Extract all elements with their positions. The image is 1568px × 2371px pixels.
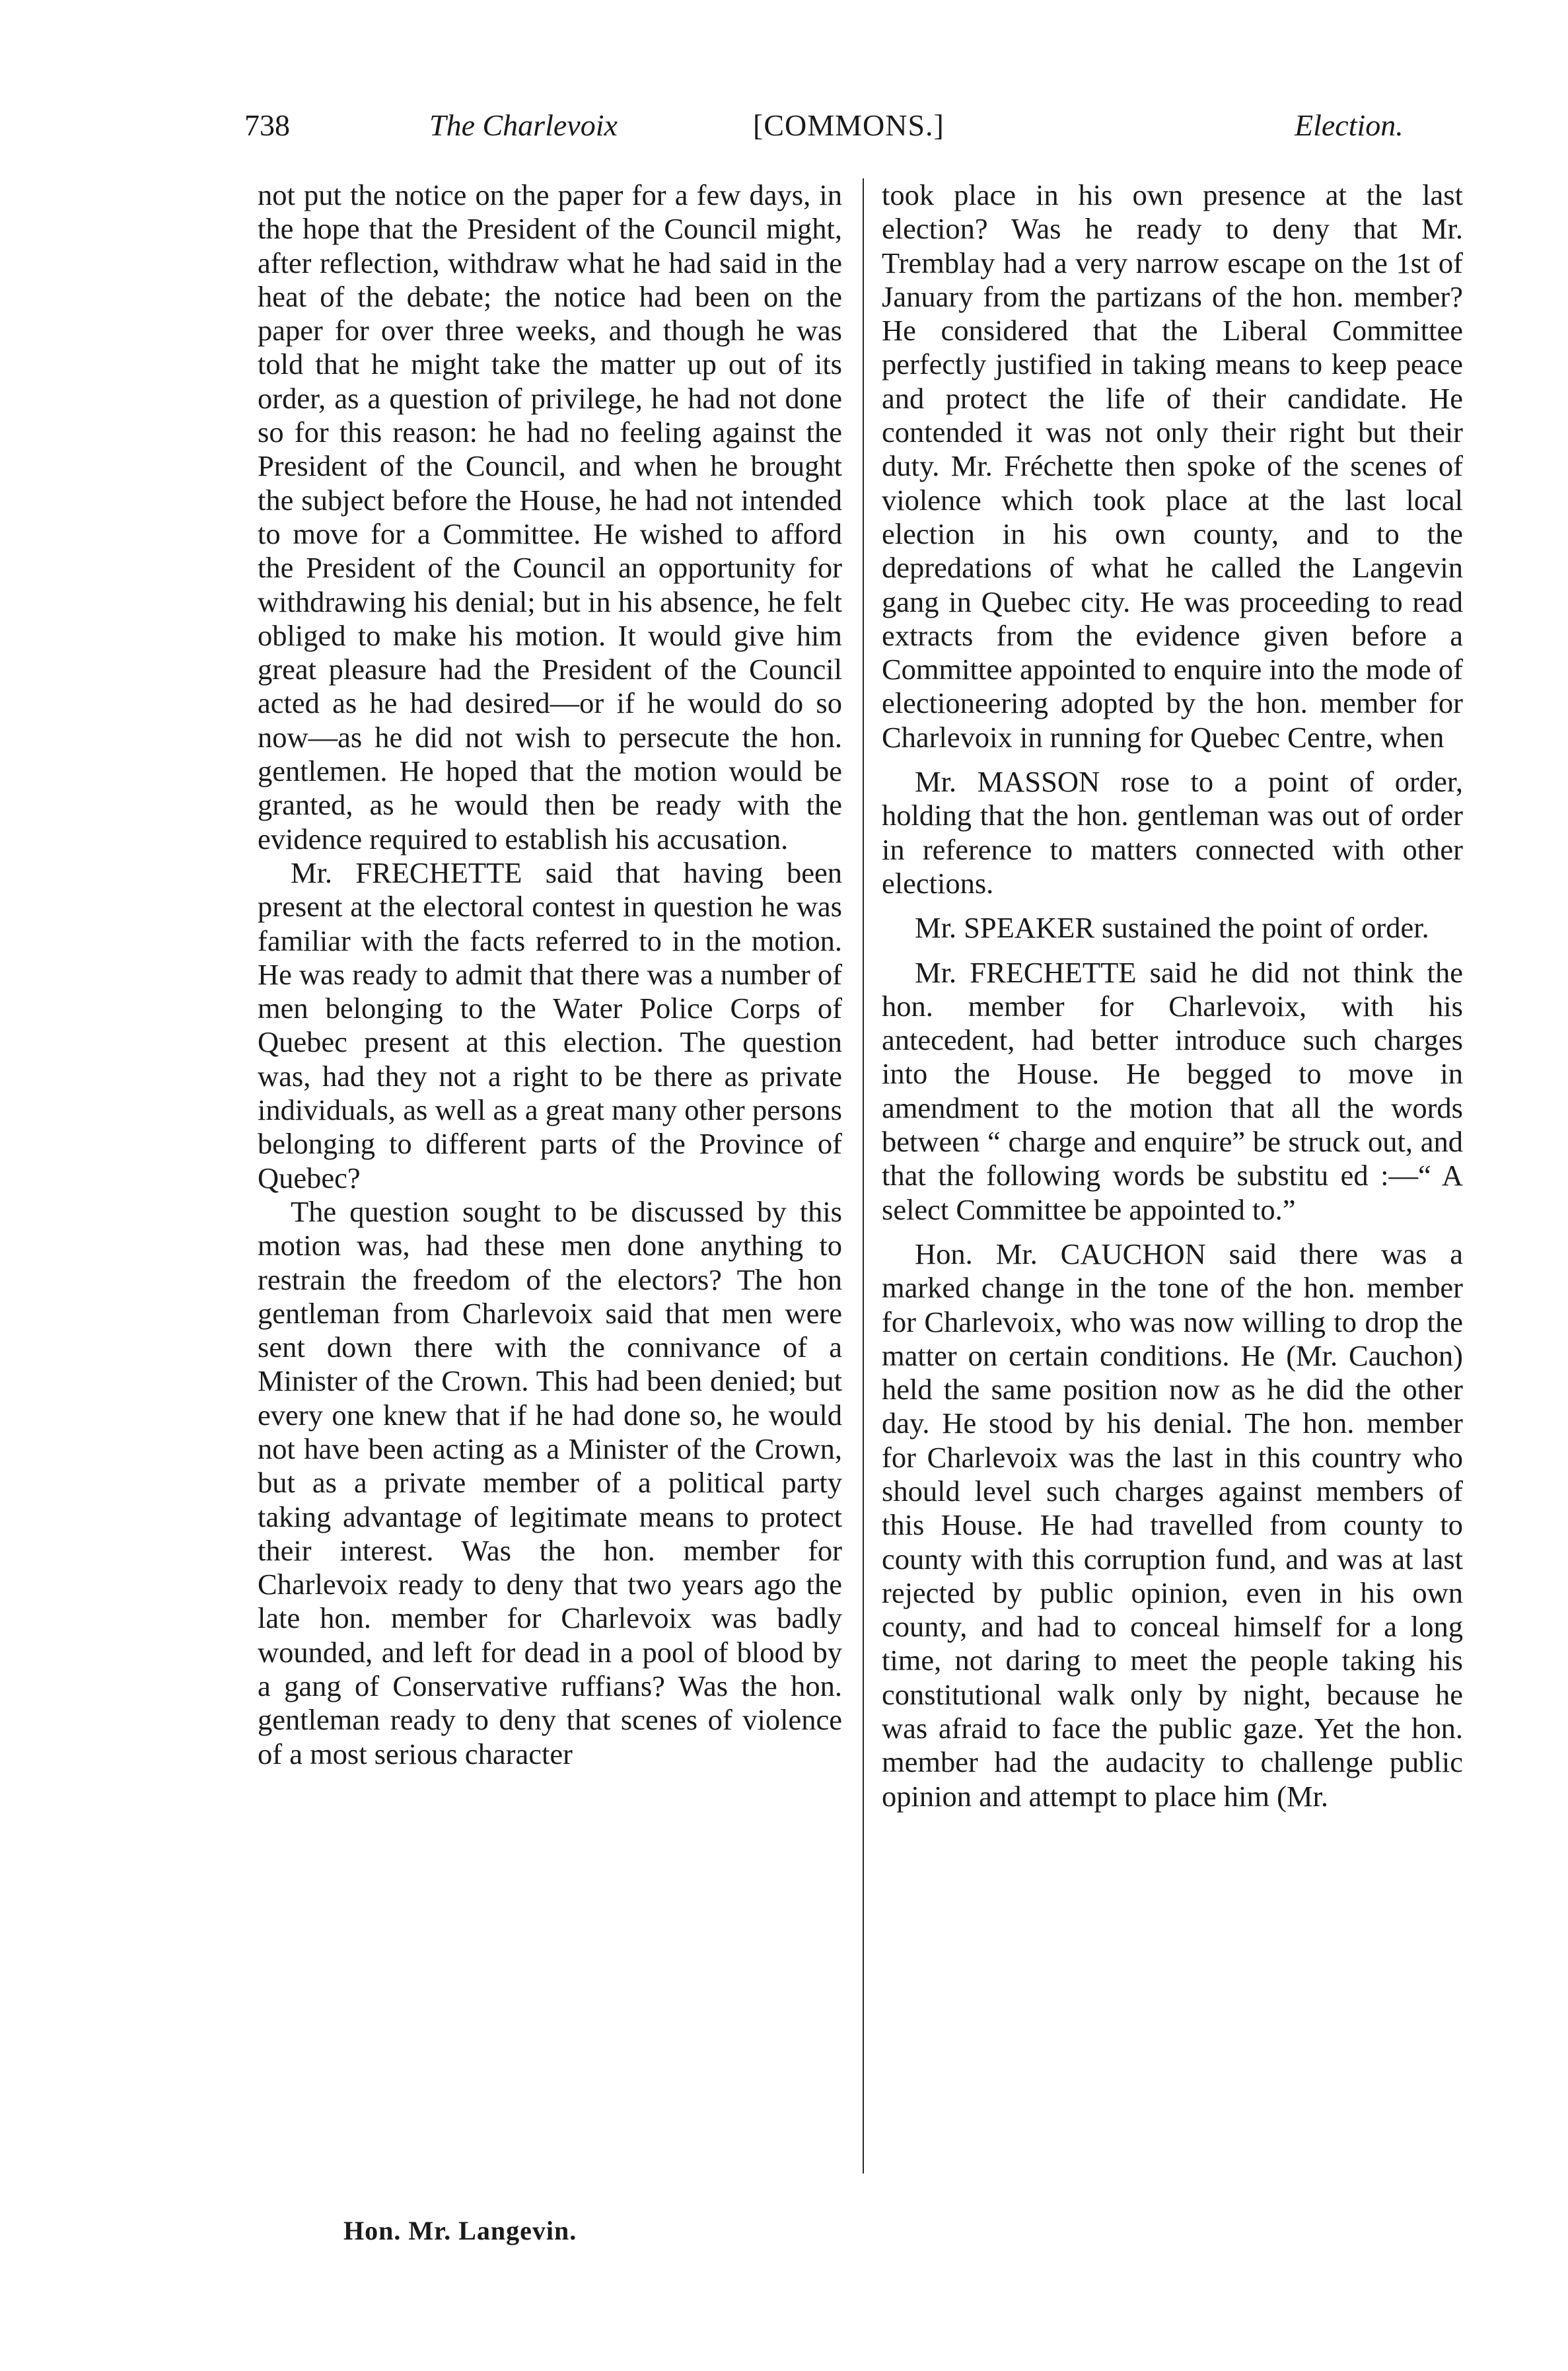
page-header bbox=[244, 106, 1404, 159]
page-number: 738 bbox=[244, 108, 290, 142]
page-footer bbox=[343, 2214, 577, 2247]
paragraph: Mr. FRECHETTE said that having been present at the electoral contest in question he was familiar with the facts referred to in the motion. He was ready to admit that there was a number of men belonging to the Water Police Corps of Quebec present at this election. The question was, had they not a right to be there as private individuals, as well as a great many other persons belonging to different parts of the Province of Quebec? bbox=[258, 856, 842, 1194]
column-divider bbox=[863, 178, 864, 2173]
paragraph: Mr. SPEAKER sustained the point of order. bbox=[915, 911, 1429, 945]
running-title: The Charlevoix bbox=[429, 108, 618, 142]
right-column bbox=[882, 178, 1463, 1813]
paragraph: Mr. FRECHETTE said he did not think the hon. member for Charlevoix, with his antecedent, had better introduce such charges into the House. He begged to move in amendment to the motion that all the words between “ charge and enquire” be struck out, and that the following words be substitu ed :—“ A select Committee be appointed to.” bbox=[882, 955, 1463, 1226]
paragraph: not put the notice on the paper for a few days, in the hope that the President of the Council might, after reflection, withdraw what he had said in the heat of the debate; the notice had been on the paper for over three weeks, and though he was told that he might take the matter up out of its order, as a question of privilege, he had not done so for this reason: he had no feeling against the President of the Council, and when he brought the subject before the House, he had not intended to move for a Committee. He wished to afford the President of the Council an opportunity for withdrawing his denial; but in his absence, he felt obliged to make his motion. It would give him great pleasure had the President of the Council acted as he had desired—or if he would do so now—as he did not wish to persecute the hon. gentlemen. He hoped that the motion would be granted, as he would then be ready with the evidence required to establish his accusation. bbox=[258, 178, 842, 856]
paragraph: The question sought to be discussed by this motion was, had these men done anything to restrain the freedom of the electors? The hon gentleman from Charlevoix said that men were sent down there with the connivance of a Minister of the Crown. This had been denied; but every one knew that if he had done so, he would not have been acting as a Minister of the Crown, but as a private member of a political party taking advantage of legitimate means to protect their interest. Was the hon. member for Charlevoix ready to deny that two years ago the late hon. member for Charlevoix was badly wounded, and left for dead in a pool of blood by a gang of Conservative ruffians? Was the hon. gentleman ready to deny that scenes of violence of a most serious character bbox=[258, 1194, 842, 1770]
paragraph: Hon. Mr. CAUCHON said there was a marked change in the tone of the hon. member for Charlevoix, who was now willing to drop the matter on certain conditions. He (Mr. Cauchon) held the same position now as he did the other day. He stood by his denial. The hon. member for Charlevoix was the last in this country who should level such charges against members of this House. He had travelled from county to county with this corruption fund, and was at last rejected by public opinion, even in his own county, and had to conceal himself for a long time, not daring to meet the people taking his constitutional walk only by night, because he was afraid to face the public gaze. Yet the hon. member had the audacity to challenge public opinion and attempt to place him (Mr. bbox=[882, 1237, 1463, 1813]
paragraph: Mr. MASSON rose to a point of order, holding that the hon. gentleman was out of order in reference to matters connected with other elections. bbox=[882, 765, 1463, 900]
section-label: [COMMONS.] bbox=[753, 108, 944, 142]
running-title-right: Election. bbox=[1295, 108, 1404, 142]
paragraph: took place in his own presence at the last election? Was he ready to deny that Mr. Tremblay had a very narrow escape on the 1st of January from the partizans of the hon. member? He considered that the Liberal Committee perfectly justified in taking means to keep peace and protect the life of their candidate. He contended it was not only their right but their duty. Mr. Fréchette then spoke of the scenes of violence which took place at the last local election in his own county, and to the depredations of what he called the Langevin gang in Quebec city. He was proceeding to read extracts from the evidence given before a Committee appointed to enquire into the mode of electioneering adopted by the hon. member for Charlevoix in running for Quebec Centre, when bbox=[882, 178, 1463, 754]
left-column bbox=[258, 178, 842, 1771]
running-name: Hon. Mr. Langevin. bbox=[343, 2216, 577, 2245]
